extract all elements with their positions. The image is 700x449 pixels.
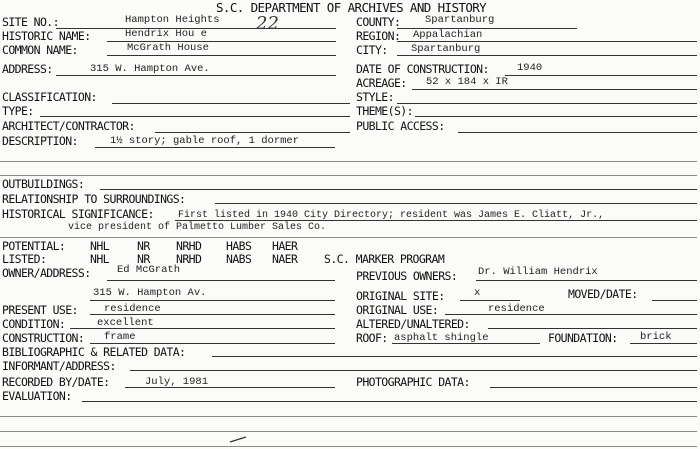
foundation-value: brick [640,331,672,343]
potential-nr: NR [137,239,150,253]
potential-nrhd: NRHD [176,239,202,253]
form-title: S.C. DEPARTMENT OF ARCHIVES AND HISTORY [216,0,487,15]
condition-label: CONDITION: [2,317,66,331]
recorded-by-date-value: July, 1981 [145,376,209,388]
roof-value: asphalt shingle [394,332,489,344]
common-name-label: COMMON NAME: [2,43,78,57]
present-use-label: PRESENT USE: [2,303,78,317]
potential-haer: HAER [272,239,298,253]
handwritten-site-number: 22 [256,13,279,34]
acreage-label: ACREAGE: [356,76,407,90]
description-value: 1½ story; gable roof, 1 dormer [110,135,300,147]
public-access-label: PUBLIC ACCESS: [356,119,445,133]
moved-date-label: MOVED/DATE: [568,287,638,301]
potential-habs: HABS [226,239,252,253]
construction-label: CONSTRUCTION: [2,331,85,345]
evaluation-label: EVALUATION: [2,389,72,403]
altered-unaltered-label: ALTERED/UNALTERED: [356,317,470,331]
address-label: ADDRESS: [2,62,53,76]
architect-label: ARCHITECT/CONTRACTOR: [2,119,135,133]
previous-owners-label: PREVIOUS OWNERS: [356,269,458,283]
potential-label: POTENTIAL: [2,239,66,253]
original-site-label: ORIGINAL SITE: [356,289,445,303]
listed-label: LISTED: [2,252,47,266]
outbuildings-label: OUTBUILDINGS: [2,177,85,191]
listed-nhl: NHL [90,252,109,266]
listed-nrhd: NRHD [176,252,202,266]
present-use-value: residence [104,303,161,315]
region-label: REGION: [356,29,401,43]
recorded-by-date-label: RECORDED BY/DATE: [2,375,110,389]
relationship-label: RELATIONSHIP TO SURROUNDINGS: [2,192,186,206]
owner-address-label: OWNER/ADDRESS: [2,266,91,280]
region-value: Appalachian [413,29,483,41]
marker-program-label: S.C. MARKER PROGRAM [324,252,445,266]
original-use-label: ORIGINAL USE: [356,303,439,317]
type-label: TYPE: [2,104,34,118]
historical-significance-line2: vice president of Palmetto Lumber Sales Co. [68,222,327,233]
listed-nabs: NABS [226,252,252,266]
original-use-value: residence [488,303,545,315]
common-name-value: McGrath House [127,42,209,54]
description-label: DESCRIPTION: [2,134,78,148]
address-value: 315 W. Hampton Ave. [90,63,210,75]
roof-label: ROOF: [356,331,388,345]
listed-naer: NAER [272,252,298,266]
historic-name-value: Hendrix Hou e [125,28,207,40]
city-label: CITY: [356,43,388,57]
historical-significance-line1: First listed in 1940 City Directory; resident was James E. Cliatt, Jr., [178,210,605,221]
condition-value: excellent [97,317,154,329]
potential-nhl: NHL [90,239,109,253]
listed-nr: NR [137,252,150,266]
county-value: Spartanburg [425,14,495,26]
county-label: COUNTY: [356,15,401,29]
city-value: Spartanburg [411,43,481,55]
bibliographic-label: BIBLIOGRAPHIC & RELATED DATA: [2,345,186,359]
site-no-label: SITE NO.: [2,15,59,29]
themes-label: THEME(S): [356,104,413,118]
date-of-construction-value: 1940 [517,62,543,74]
style-label: STYLE: [356,90,394,104]
construction-value: frame [104,331,136,343]
foundation-label: FOUNDATION: [548,331,618,345]
acreage-value: 52 x 184 x IR [426,76,508,88]
historic-name-label: HISTORIC NAME: [2,29,91,43]
photographic-data-label: PHOTOGRAPHIC DATA: [356,375,470,389]
historical-significance-label: HISTORICAL SIGNIFICANCE: [2,207,154,221]
original-site-value: x [474,287,481,299]
owner-address-value: 315 W. Hampton Av. [93,287,207,299]
date-of-construction-label: DATE OF CONSTRUCTION: [356,62,489,76]
owner-name-value: Ed McGrath [117,264,181,276]
informant-address-label: INFORMANT/ADDRESS: [2,359,116,373]
classification-label: CLASSIFICATION: [2,90,97,104]
previous-owners-value: Dr. William Hendrix [478,266,598,278]
site-no-value: Hampton Heights [125,14,220,26]
